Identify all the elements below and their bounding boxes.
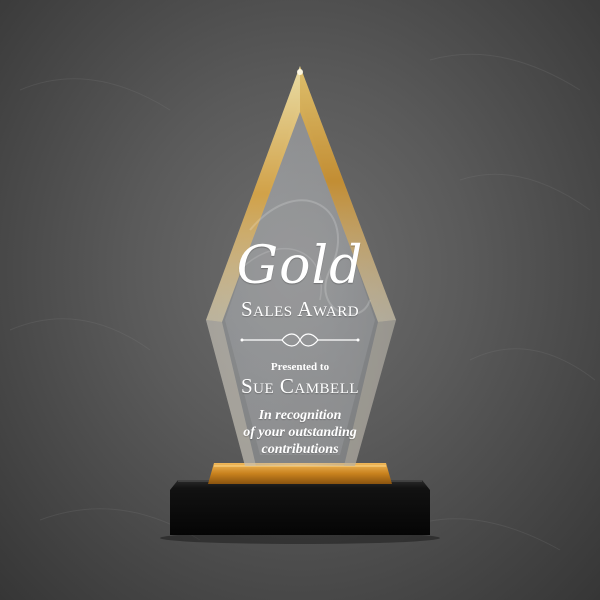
recognition-text [200,407,400,458]
black-base [170,480,430,535]
recognition-line-3: contributions [261,442,339,457]
recognition-line-2: of your outstanding [243,425,357,440]
award-title-script: Gold [236,236,364,296]
recipient-name: Sue Cambell [240,374,360,398]
flourish-divider [240,330,360,350]
award-title-caps: Sales Award [240,297,360,321]
presented-to-label: Presented to [270,361,330,373]
recognition-line-1: In recognition [258,408,342,423]
